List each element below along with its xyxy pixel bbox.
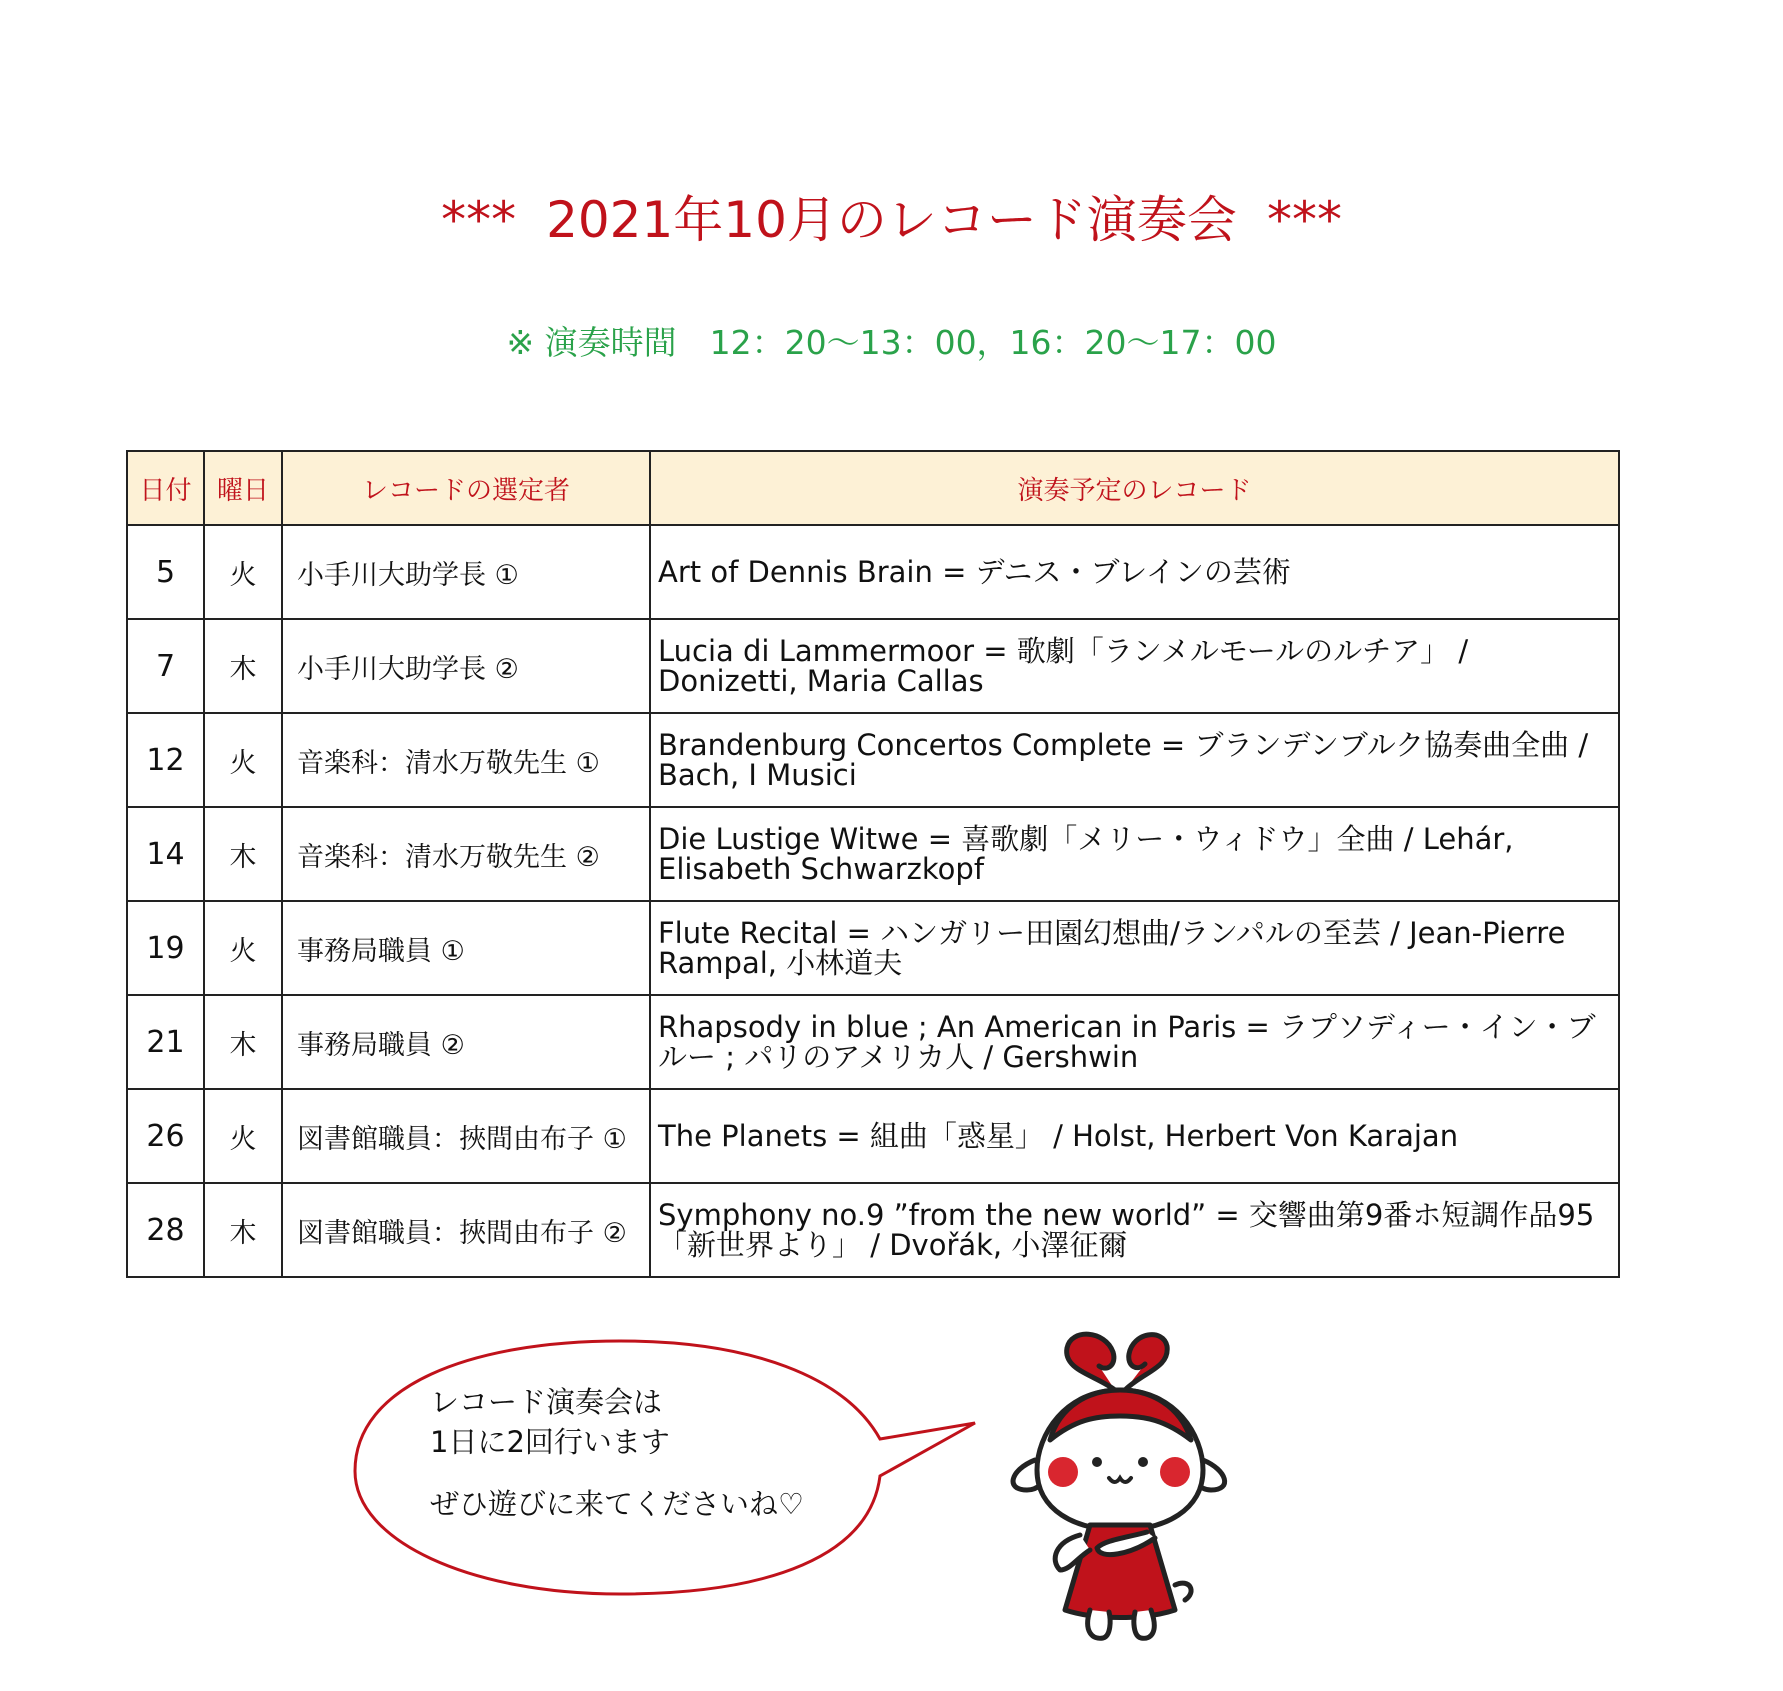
cell-weekday: 木	[204, 995, 282, 1089]
table-row	[127, 525, 1619, 619]
cell-selector: 事務局職員 ①	[282, 901, 650, 995]
cell-day: 28	[127, 1183, 204, 1277]
header-date: 日付	[127, 451, 204, 525]
rabbit-mascot-icon	[1005, 1320, 1235, 1650]
cell-weekday: 火	[204, 901, 282, 995]
table-row	[127, 807, 1619, 901]
cell-record: Art of Dennis Brain = デニス・ブレインの芸術	[650, 525, 1619, 619]
cell-day: 5	[127, 525, 204, 619]
bubble-line-3: ぜひ遊びに来てくださいね♡	[430, 1487, 804, 1521]
cell-weekday: 火	[204, 525, 282, 619]
cell-record: Symphony no.9 ”from the new world” = 交響曲第9番ホ短調作品95「新世界より」 / Dvořák, 小澤征爾	[650, 1183, 1619, 1277]
cell-weekday: 火	[204, 1089, 282, 1183]
cell-selector: 図書館職員：挾間由布子 ①	[282, 1089, 650, 1183]
table-row	[127, 1089, 1619, 1183]
cell-weekday: 木	[204, 807, 282, 901]
cell-record: Die Lustige Witwe = 喜歌劇「メリー・ウィドウ」全曲 / Lehár, Elisabeth Schwarzkopf	[650, 807, 1619, 901]
table-row	[127, 1183, 1619, 1277]
table-row	[127, 995, 1619, 1089]
title-text: 2021年10月のレコード演奏会	[546, 191, 1237, 249]
bubble-line-2: 1日に2回行います	[430, 1425, 670, 1459]
cell-weekday: 木	[204, 1183, 282, 1277]
table-row	[127, 713, 1619, 807]
schedule-table	[126, 450, 1620, 1278]
table-header-row	[127, 451, 1619, 525]
cell-day: 7	[127, 619, 204, 713]
performance-time: ※ 演奏時間 12：20～13：00，16：20～17：00	[506, 323, 1277, 362]
cell-record: Rhapsody in blue ; An American in Paris = ラプソディー・イン・ブルー ; パリのアメリカ人 / Gershwin	[650, 995, 1619, 1089]
speech-bubble-text	[430, 1382, 804, 1524]
title-stars-right: ***	[1266, 191, 1342, 249]
cell-record: The Planets = 組曲「惑星」 / Holst, Herbert Von Karajan	[650, 1089, 1619, 1183]
title-stars-left: ***	[441, 191, 517, 249]
cell-selector: 小手川大助学長 ②	[282, 619, 650, 713]
cell-day: 12	[127, 713, 204, 807]
bubble-line-1: レコード演奏会は	[430, 1385, 663, 1419]
cell-day: 14	[127, 807, 204, 901]
header-record: 演奏予定のレコード	[650, 451, 1619, 525]
page-title	[0, 180, 1783, 252]
cell-record: Lucia di Lammermoor = 歌劇「ランメルモールのルチア」 / Donizetti, Maria Callas	[650, 619, 1619, 713]
cell-day: 19	[127, 901, 204, 995]
cell-record: Flute Recital = ハンガリー田園幻想曲/ランパルの至芸 / Jean-Pierre Rampal, 小林道夫	[650, 901, 1619, 995]
cell-day: 21	[127, 995, 204, 1089]
header-weekday: 曜日	[204, 451, 282, 525]
cell-selector: 図書館職員：挾間由布子 ②	[282, 1183, 650, 1277]
cell-record: Brandenburg Concertos Complete = ブランデンブルク協奏曲全曲 / Bach, I Musici	[650, 713, 1619, 807]
cell-weekday: 火	[204, 713, 282, 807]
table-row	[127, 901, 1619, 995]
cell-selector: 事務局職員 ②	[282, 995, 650, 1089]
table-row	[127, 619, 1619, 713]
cell-selector: 音楽科：清水万敬先生 ①	[282, 713, 650, 807]
cell-weekday: 木	[204, 619, 282, 713]
cell-selector: 小手川大助学長 ①	[282, 525, 650, 619]
cell-selector: 音楽科：清水万敬先生 ②	[282, 807, 650, 901]
cell-day: 26	[127, 1089, 204, 1183]
header-selector: レコードの選定者	[282, 451, 650, 525]
